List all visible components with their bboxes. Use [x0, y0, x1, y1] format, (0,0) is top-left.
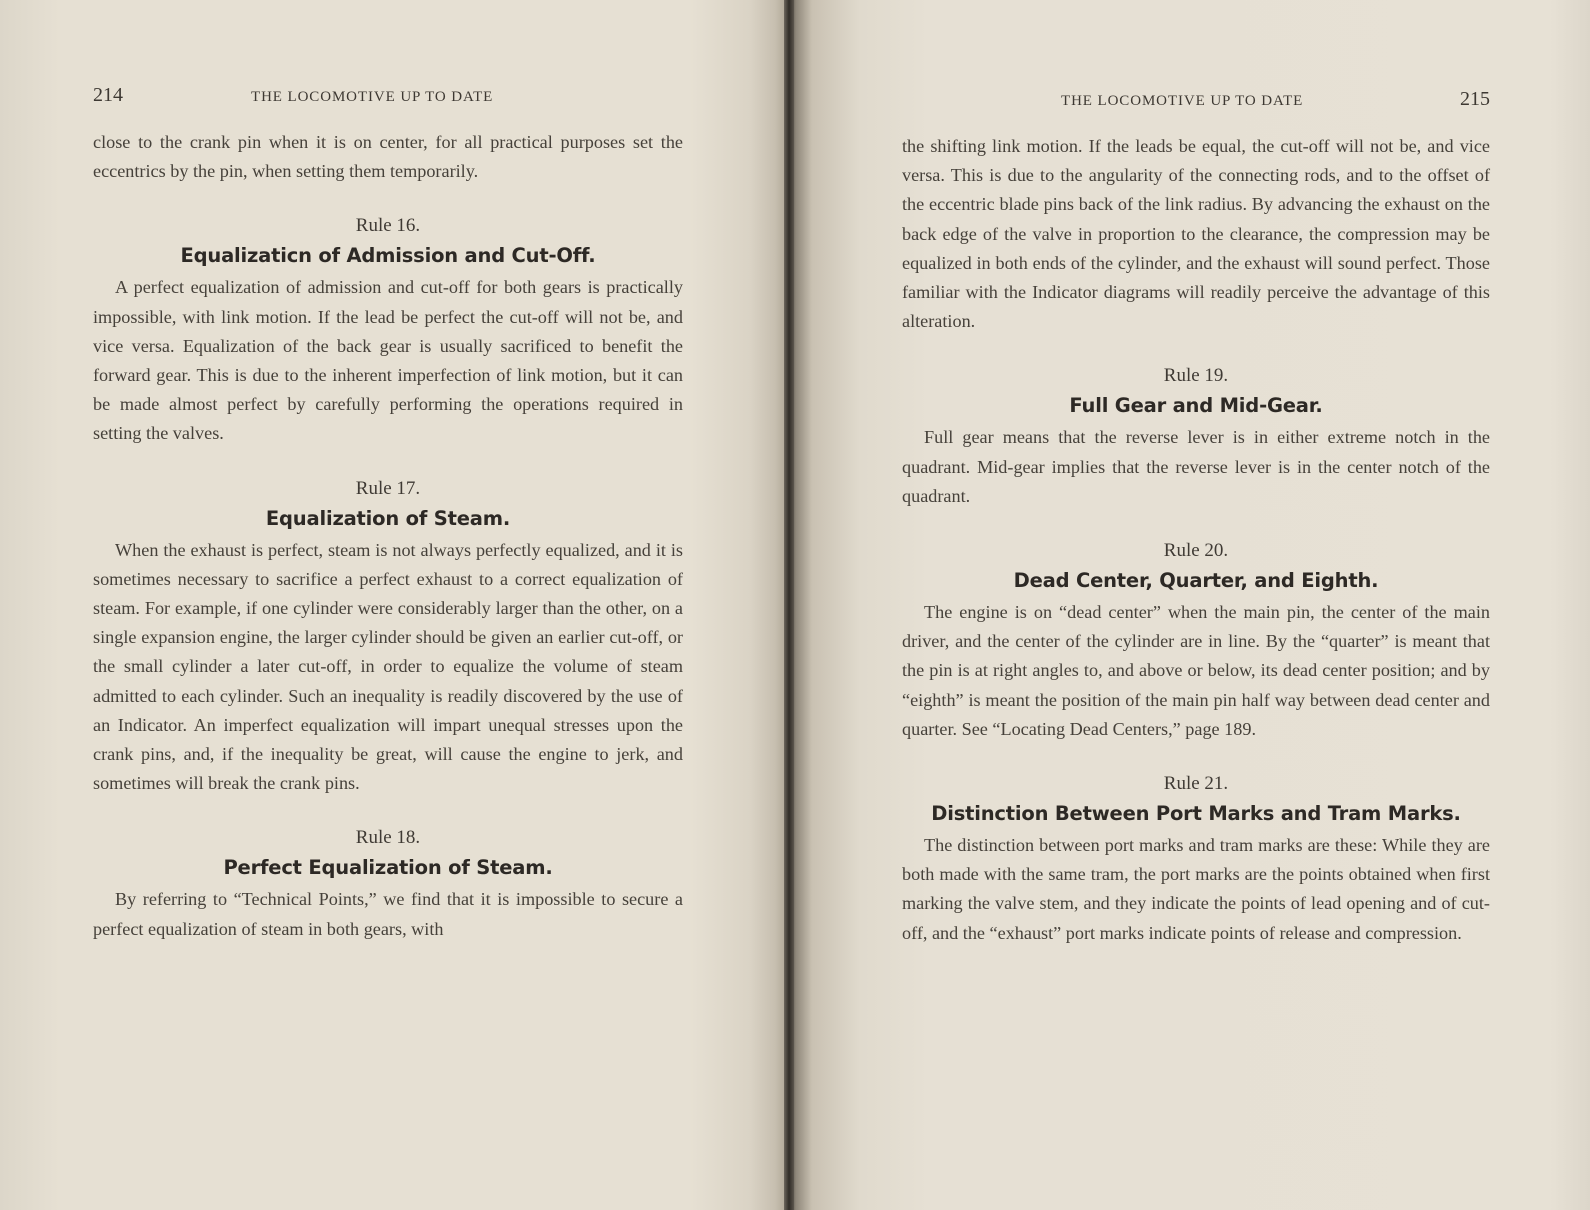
- book-gutter: [784, 0, 794, 1210]
- right-page-content: [902, 88, 1490, 948]
- rule-title: Perfect Equalization of Steam.: [223, 856, 553, 880]
- rule-paragraph: The distinction between port marks and tram marks are these: While they are both made with the same tram, the port marks are the points obtained when first marking the valve stem, and they indicate the points of lead opening and of cut-off, and the “exhaust” port marks indicate points of release and compression.: [902, 835, 1490, 943]
- left-page: [0, 0, 790, 1210]
- rule-title: Equalizaticn of Admission and Cut-Off.: [180, 244, 596, 268]
- rule-title: Distinction Between Port Marks and Tram Marks.: [931, 802, 1461, 826]
- rule-title: Dead Center, Quarter, and Eighth.: [1013, 569, 1379, 593]
- rule-paragraph: A perfect equalization of admission and cut-off for both gears is practically impossible, with link motion. If the lead be perfect the cut-off will not be, and vice versa. Equalization of the back gear is usually sacrificed to benefit the forward gear. This is due to the inherent imperfection of link motion, but it can be made almost perfect by carefully performing the operations required in setting the valves.: [93, 277, 683, 444]
- left-page-content: [93, 84, 683, 944]
- left-running-head: [93, 84, 683, 114]
- rule-label: Rule 18.: [355, 827, 421, 849]
- rule-paragraph: The engine is on “dead center” when the main pin, the center of the main driver, and the center of the cylinder are in line. By the “quarter” is meant that the pin is at right angles to, and above or below, its dead center position; and by “eighth” is meant the position of the main pin half way between dead center and quarter. See “Locating Dead Centers,” page 189.: [902, 602, 1490, 739]
- rule-paragraph: Full gear means that the reverse lever is in either extreme notch in the quadrant. Mid-gear implies that the reverse lever is in the center notch of the quadrant.: [902, 427, 1490, 506]
- rule-label: Rule 16.: [355, 215, 421, 237]
- rule-label: Rule 21.: [1163, 773, 1229, 795]
- rule-label: Rule 20.: [1163, 540, 1229, 562]
- continuation-paragraph: the shifting link motion. If the leads be equal, the cut-off will not be, and vice versa. This is due to the angularity of the connecting rods, and to the offset of the eccentric blade pins back of the link radius. By advancing the exhaust on the back edge of the valve in proportion to the clearance, the compression may be equalized in both ends of the cylinder, and the exhaust will sound perfect. Those familiar with the Indicator diagrams will readily perceive the advantage of this alteration.: [902, 136, 1490, 332]
- page-number: 215: [1460, 88, 1490, 110]
- rule-label: Rule 17.: [355, 477, 421, 499]
- rule-title: Equalization of Steam.: [265, 506, 511, 530]
- running-head-title: THE LOCOMOTIVE UP TO DATE: [1061, 93, 1304, 109]
- right-page: [790, 0, 1590, 1210]
- rule-paragraph: By referring to “Technical Points,” we find that it is impossible to secure a perfect equalization of steam in both gears, with: [93, 889, 683, 939]
- running-head-title: THE LOCOMOTIVE UP TO DATE: [251, 89, 494, 105]
- right-running-head: [902, 88, 1490, 118]
- continuation-paragraph: close to the crank pin when it is on center, for all practical purposes set the eccentrics by the pin, when setting them temporarily.: [93, 132, 683, 182]
- rule-title: Full Gear and Mid-Gear.: [1069, 394, 1323, 418]
- page-number: 214: [93, 84, 123, 106]
- rule-label: Rule 19.: [1163, 365, 1229, 387]
- rule-paragraph: When the exhaust is perfect, steam is not always perfectly equalized, and it is sometimes necessary to sacrifice a perfect exhaust to a correct equalization of steam. For example, if one cylinder were considerably larger than the other, on a single expansion engine, the larger cylinder should be given an earlier cut-off, or the small cylinder a later cut-off, in order to equalize the volume of steam admitted to each cylinder. Such an inequality is readily discovered by the use of an Indicator. An imperfect equalization will impart unequal stresses upon the crank pins, and, if the inequality be great, will cause the engine to jerk, and sometimes will break the crank pins.: [93, 539, 683, 794]
